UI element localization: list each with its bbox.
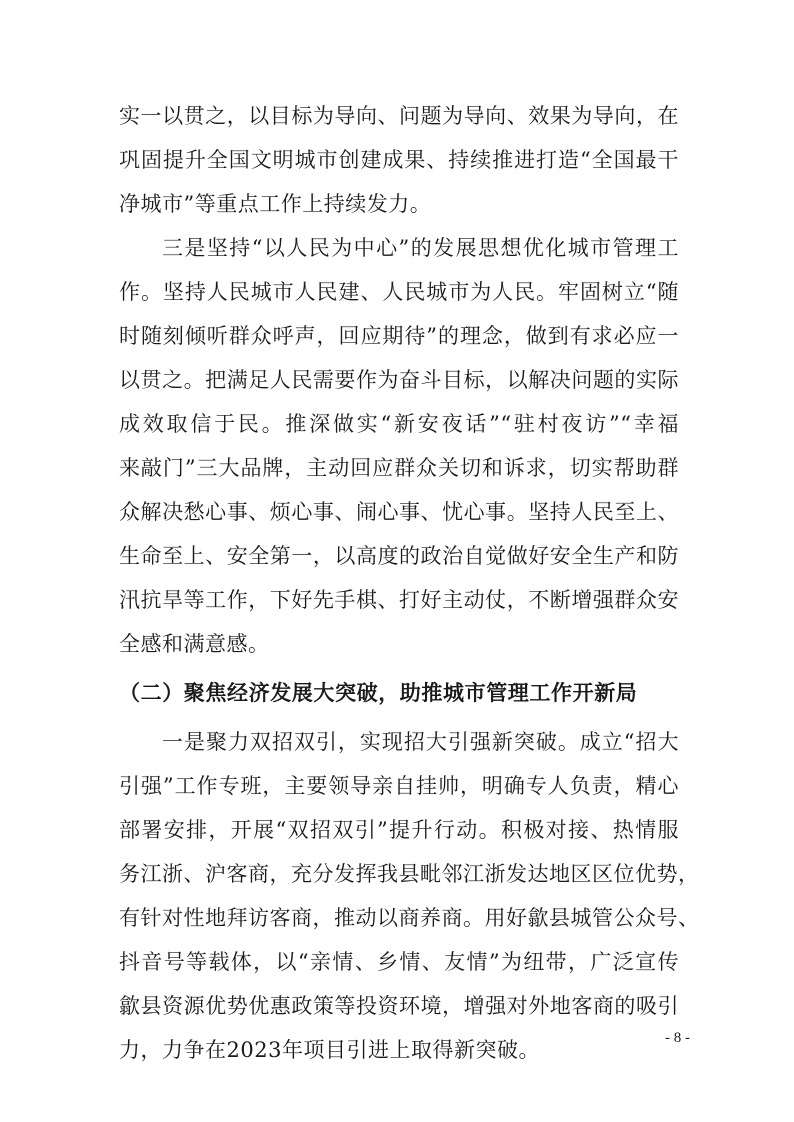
- paragraph-line: 全感和满意感。: [119, 632, 270, 656]
- paragraph-line: 务江浙、沪客商，充分发挥我县毗邻江浙发达地区区位优势，: [119, 862, 700, 886]
- paragraph-line: 巩固提升全国文明城市创建成果、持续推进打造“全国最干: [119, 148, 679, 172]
- paragraph-line: 作。坚持人民城市人民建、人民城市为人民。牢固树立“随: [119, 280, 679, 304]
- paragraph-line: 部署安排，开展“双招双引”提升行动。积极对接、热情服: [119, 818, 679, 842]
- paragraph-line: 歙县资源优势优惠政策等投资环境，增强对外地客商的吸引: [119, 994, 679, 1018]
- paragraph-line: 实一以贯之，以目标为导向、问题为导向、效果为导向，在: [119, 104, 679, 128]
- page-number: - 8 -: [665, 1030, 690, 1046]
- paragraph-line: 生命至上、安全第一，以高度的政治自觉做好安全生产和防: [119, 544, 679, 568]
- paragraph-line: 抖音号等载体，以“亲情、乡情、友情”为纽带，广泛宣传: [119, 950, 679, 974]
- paragraph-line: 有针对性地拜访客商，推动以商养商。用好歙县城管公众号、: [119, 906, 700, 930]
- paragraph-line: 三是坚持“以人民为中心”的发展思想优化城市管理工: [162, 236, 679, 260]
- paragraph-line: 来敲门”三大品牌，主动回应群众关切和诉求，切实帮助群: [119, 456, 679, 480]
- paragraph-line: 时随刻倾听群众呼声，回应期待”的理念，做到有求必应一: [119, 324, 679, 348]
- paragraph-line: 成效取信于民。推深做实“新安夜话”“驻村夜访”“幸福: [119, 412, 679, 436]
- paragraph-line: 众解决愁心事、烦心事、闹心事、忧心事。坚持人民至上、: [119, 500, 679, 524]
- paragraph-line: 一是聚力双招双引，实现招大引强新突破。成立“招大: [162, 730, 679, 754]
- paragraph-line: 力，力争在2023年项目引进上取得新突破。: [119, 1038, 540, 1062]
- paragraph-line: 汛抗旱等工作，下好先手棋、打好主动仗，不断增强群众安: [119, 588, 679, 612]
- paragraph-line: 净城市”等重点工作上持续发力。: [119, 192, 432, 216]
- paragraph-line: 以贯之。把满足人民需要作为奋斗目标，以解决问题的实际: [119, 368, 679, 392]
- section-heading: （二）聚焦经济发展大突破，助推城市管理工作开新局: [119, 680, 638, 705]
- paragraph-line: 引强”工作专班，主要领导亲自挂帅，明确专人负责，精心: [119, 774, 679, 798]
